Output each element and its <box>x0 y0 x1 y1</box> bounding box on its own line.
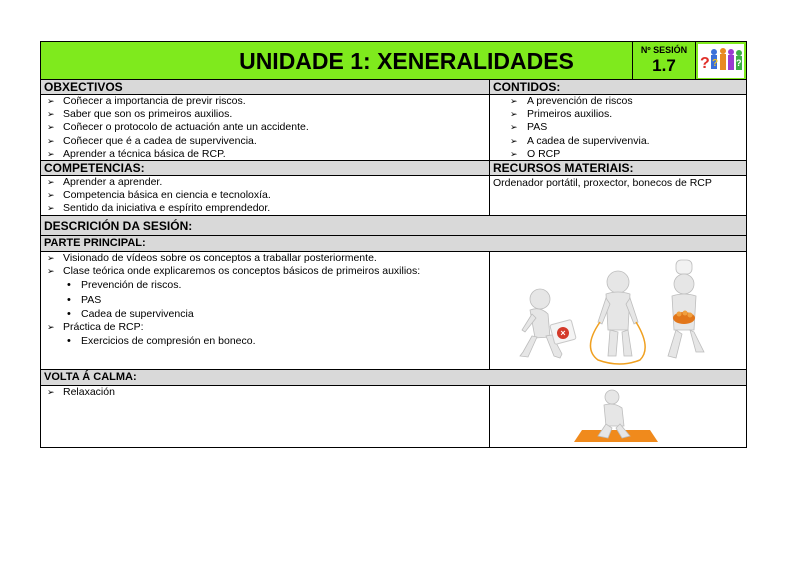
objectives-heading: OBXECTIVOS <box>41 80 490 94</box>
main-part-cell <box>41 252 490 369</box>
competence-item: ➢ Competencia básica en ciencia e tecnoloxía. <box>41 189 489 202</box>
objectives-contents-header-row <box>40 80 747 95</box>
objectives-cell <box>41 95 490 160</box>
session-sheet <box>40 41 747 448</box>
figure-jump-rope <box>598 271 638 356</box>
content-item: ➢ PAS <box>490 121 746 134</box>
competence-item: ➢ Aprender a aprender. <box>41 176 489 189</box>
resources-heading: RECURSOS MATERIAIS: <box>490 161 746 175</box>
exercise-mat <box>574 430 658 442</box>
content-item: ➢ A prevención de riscos <box>490 95 746 108</box>
competences-list <box>41 176 489 216</box>
main-item: ➢ Visionado de vídeos sobre os conceptos a traballar posteriormente. <box>41 252 489 265</box>
main-part-row <box>40 252 747 370</box>
svg-text:?: ? <box>736 57 742 68</box>
competence-item: ➢ Sentido da iniciativa e espírito emprendedor. <box>41 202 489 215</box>
session-label: Nº SESIÓN <box>640 45 688 55</box>
cool-down-item: ➢ Relaxación <box>41 386 489 399</box>
session-box <box>632 42 696 79</box>
competences-cell <box>41 176 490 215</box>
description-heading: DESCRICIÓN DA SESIÓN: <box>40 216 747 236</box>
contents-list <box>490 95 746 161</box>
main-part-list <box>41 252 489 348</box>
main-item: ➢ Práctica de RCP: <box>41 321 489 334</box>
competences-resources-row <box>40 176 747 216</box>
content-item: ➢ A cadea de supervivenvia. <box>490 135 746 148</box>
objectives-contents-row <box>40 95 747 161</box>
content-item: ➢ Primeiros auxilios. <box>490 108 746 121</box>
cool-down-list <box>41 386 489 399</box>
people-question-icon <box>696 42 746 79</box>
cool-down-row <box>40 386 747 448</box>
relaxation-figure-image <box>490 386 746 447</box>
main-item: ➢ Clase teórica onde explicaremos os conceptos básicos de primeiros auxilios: <box>41 265 489 278</box>
cool-down-cell <box>41 386 490 447</box>
main-subitem: • Cadea de supervivencia <box>41 308 489 321</box>
objective-item: ➢ Coñecer a importancia de previr riscos. <box>41 95 489 108</box>
objectives-list <box>41 95 489 161</box>
competences-heading: COMPETENCIAS: <box>41 161 490 175</box>
main-subitem: • PAS <box>41 294 489 307</box>
main-subitem: • Exercicios de compresión en boneco. <box>41 335 489 348</box>
objective-item: ➢ Coñecer que é a cadea de supervivencia. <box>41 135 489 148</box>
objective-item: ➢ Saber que son os primeiros auxilios. <box>41 108 489 121</box>
unit-title: UNIDADE 1: XENERALIDADES <box>239 48 574 74</box>
main-part-heading: PARTE PRINCIPAL: <box>40 236 747 252</box>
figure-cook <box>668 260 704 358</box>
contents-cell <box>490 95 746 160</box>
resources-text: Ordenador portátil, proxector, bonecos de RCP <box>493 177 712 189</box>
contents-heading: CONTIDOS: <box>490 80 746 94</box>
first-aid-figures-image <box>490 252 746 369</box>
session-number: 1.7 <box>652 56 676 75</box>
svg-text:?: ? <box>700 54 710 72</box>
main-subitem: • Prevención de riscos. <box>41 279 489 292</box>
svg-text:×: × <box>560 328 566 338</box>
content-item: ➢ O RCP <box>490 148 746 161</box>
objective-item: ➢ Coñecer o protocolo de actuación ante un accidente. <box>41 121 489 134</box>
competences-resources-header-row <box>40 161 747 176</box>
title-row <box>40 41 747 80</box>
objective-item: ➢ Aprender a técnica básica de RCP. <box>41 148 489 161</box>
cool-down-heading: VOLTA Á CALMA: <box>40 370 747 386</box>
svg-text:?: ? <box>712 57 719 69</box>
